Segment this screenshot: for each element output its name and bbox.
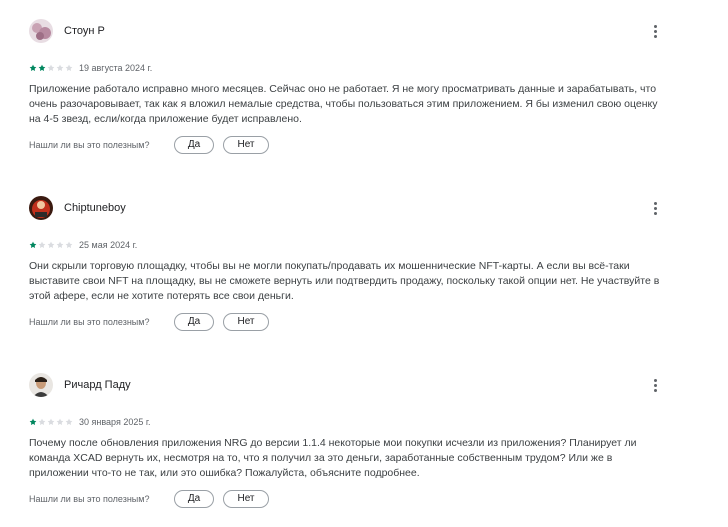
star-icon: [38, 64, 46, 72]
star-icon: [56, 64, 64, 72]
review-text: Они скрыли торговую площадку, чтобы вы не могли покупать/продавать их мошеннические NFT-карты. А если вы всё-таки выставите свои NFT на площадку, вы не сможете вернуть или подтвердить продажу, поскольку такой опции нет. Не участвуйте в этой афере, если не хотите потерять все свои деньги.: [29, 260, 660, 302]
review-date: 19 августа 2024 г.: [79, 63, 153, 73]
star-icon: [65, 241, 73, 249]
more-vert-icon[interactable]: [646, 376, 664, 394]
more-vert-icon[interactable]: [646, 22, 664, 40]
review-author: Chiptuneboy: [64, 202, 126, 214]
avatar: [29, 19, 53, 43]
helpful-question: Нашли ли вы это полезным?: [29, 140, 150, 150]
star-icon: [29, 241, 37, 249]
star-icon: [65, 64, 73, 72]
star-icon: [47, 64, 55, 72]
star-rating: [29, 241, 73, 249]
helpful-question: Нашли ли вы это полезным?: [29, 494, 150, 504]
helpful-no-button[interactable]: Нет: [223, 490, 269, 508]
star-icon: [56, 418, 64, 426]
star-icon: [47, 418, 55, 426]
star-icon: [47, 241, 55, 249]
star-icon: [29, 64, 37, 72]
helpful-no-button[interactable]: Нет: [223, 136, 269, 154]
helpful-yes-button[interactable]: Да: [174, 490, 214, 508]
avatar: [29, 196, 53, 220]
helpful-yes-button[interactable]: Да: [174, 313, 214, 331]
star-icon: [56, 241, 64, 249]
helpful-yes-button[interactable]: Да: [174, 136, 214, 154]
review-author: Стоун Р: [64, 25, 105, 37]
star-icon: [29, 418, 37, 426]
avatar: [29, 373, 53, 397]
star-icon: [38, 418, 46, 426]
helpful-no-button[interactable]: Нет: [223, 313, 269, 331]
helpful-question: Нашли ли вы это полезным?: [29, 317, 150, 327]
star-icon: [65, 418, 73, 426]
star-icon: [38, 241, 46, 249]
star-rating: [29, 64, 73, 72]
review-date: 30 января 2025 г.: [79, 417, 151, 427]
review-text: Приложение работало исправно много месяцев. Сейчас оно не работает. Я не могу просматривать данные и зарабатывать, что очень разочаровывает, так как я вложил немалые средства, чтобы пользоваться этим приложением. Я бы изменил свою оценку на 4-5 звезд, если/когда приложение будет исправлено.: [29, 83, 658, 125]
review-author: Ричард Паду: [64, 379, 131, 391]
review-text: Почему после обновления приложения NRG до версии 1.1.4 некоторые мои покупки исчезли из приложения? Планирует ли команда XCAD вернуть их, несмотря на то, что я получил за это деньги, заработанные собственным трудом? Или же в приложении что-то не так, или это ошибка? Пожалуйста, объясните подробнее.: [29, 437, 637, 479]
star-rating: [29, 418, 73, 426]
review-date: 25 мая 2024 г.: [79, 240, 138, 250]
more-vert-icon[interactable]: [646, 199, 664, 217]
